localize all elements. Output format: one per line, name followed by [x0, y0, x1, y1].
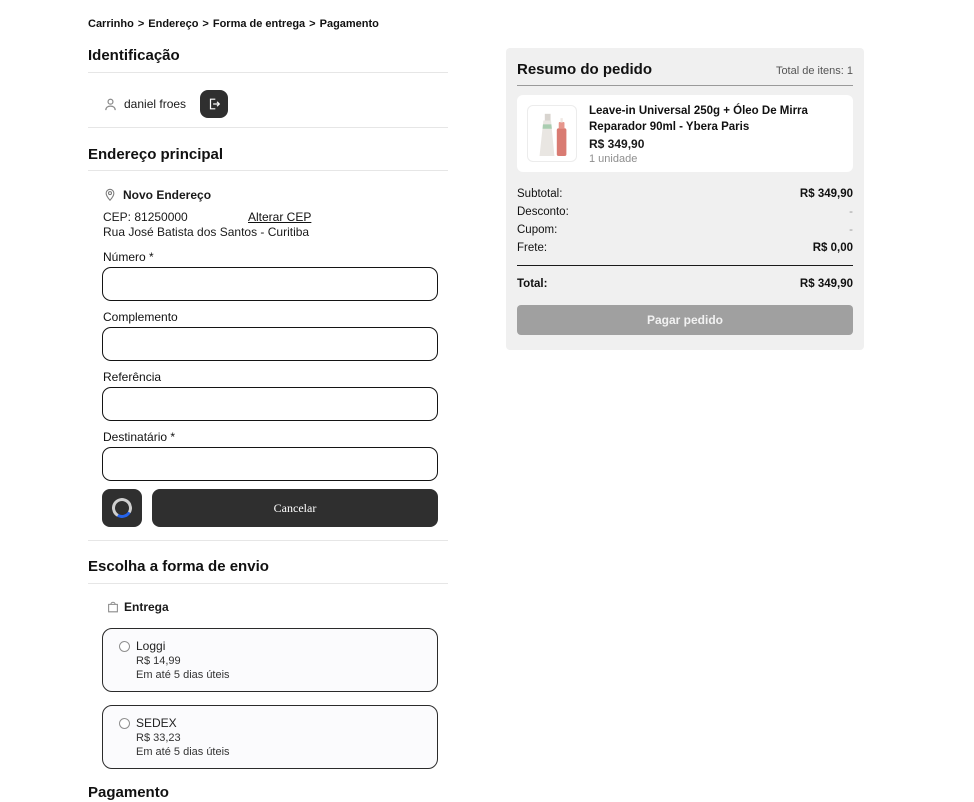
row-label: Subtotal: [517, 188, 563, 200]
pay-order-button[interactable]: Pagar pedido [517, 305, 853, 335]
summary-title: Resumo do pedido [517, 61, 652, 78]
payment-title: Pagamento [88, 784, 169, 801]
breadcrumb-carrinho[interactable]: Carrinho [88, 18, 134, 30]
breadcrumb-endereco[interactable]: Endereço [148, 18, 199, 30]
summary-row-cupom [517, 224, 853, 236]
delivery-group-label: Entrega [124, 600, 169, 614]
divider [88, 170, 448, 171]
numero-input[interactable] [102, 267, 438, 301]
product-card [517, 95, 853, 172]
user-icon [103, 97, 118, 112]
breadcrumb [88, 18, 379, 30]
cep-value: CEP: 81250000 [103, 210, 188, 224]
new-address-row [103, 188, 211, 202]
row-value: - [849, 224, 853, 236]
breadcrumb-pagamento[interactable]: Pagamento [319, 18, 379, 30]
street-line: Rua José Batista dos Santos - Curitiba [103, 225, 310, 239]
user-row [103, 90, 228, 118]
order-summary-panel [506, 48, 864, 350]
cancel-button[interactable]: Cancelar [152, 489, 438, 527]
logout-icon [207, 97, 221, 111]
identification-title: Identificação [88, 47, 180, 64]
row-label: Cupom: [517, 224, 558, 236]
address-title: Endereço principal [88, 146, 224, 163]
product-price: R$ 349,90 [589, 137, 645, 152]
row-value: R$ 349,90 [799, 188, 853, 200]
logout-button[interactable] [200, 90, 228, 118]
complemento-label: Complemento [103, 310, 178, 324]
divider [517, 85, 853, 86]
divider [88, 583, 448, 584]
shipping-name: SEDEX [136, 716, 177, 730]
shipping-eta: Em até 5 dias úteis [136, 746, 230, 758]
shipping-name: Loggi [136, 639, 166, 653]
total-value: R$ 349,90 [799, 278, 853, 290]
shipping-eta: Em até 5 dias úteis [136, 669, 230, 681]
destinatario-input[interactable] [102, 447, 438, 481]
row-label: Frete: [517, 242, 548, 254]
radio-icon[interactable] [119, 718, 130, 729]
divider [88, 540, 448, 541]
breadcrumb-separator: > [309, 18, 316, 30]
shipping-title: Escolha a forma de envio [88, 558, 269, 575]
change-cep-link[interactable]: Alterar CEP [248, 210, 312, 224]
breadcrumb-separator: > [137, 18, 145, 30]
numero-label: Número * [103, 250, 154, 264]
divider [88, 127, 448, 128]
summary-row-total [517, 278, 853, 290]
row-label: Desconto: [517, 206, 569, 218]
product-quantity: 1 unidade [589, 153, 638, 166]
total-items-count: Total de itens: 1 [775, 65, 853, 77]
user-name: daniel froes [124, 97, 187, 111]
spinner-icon [110, 496, 134, 520]
product-name: Leave-in Universal 250g + Óleo De Mirra Reparador 90ml - Ybera Paris [589, 105, 808, 133]
radio-icon[interactable] [119, 641, 130, 652]
product-image [527, 105, 577, 162]
shipping-price: R$ 14,99 [136, 655, 181, 667]
referencia-input[interactable] [102, 387, 438, 421]
shipping-price: R$ 33,23 [136, 732, 181, 744]
cep-row [103, 210, 311, 224]
complemento-input[interactable] [102, 327, 438, 361]
row-value: - [849, 206, 853, 218]
breadcrumb-forma-entrega[interactable]: Forma de entrega [212, 18, 306, 30]
summary-row-desconto [517, 206, 853, 218]
location-pin-icon [103, 188, 117, 202]
summary-row-subtotal [517, 188, 853, 200]
referencia-label: Referência [103, 370, 162, 384]
row-value: R$ 0,00 [812, 242, 853, 254]
divider [88, 72, 448, 73]
breadcrumb-separator: > [202, 18, 209, 30]
total-label: Total: [517, 278, 548, 290]
destinatario-label: Destinatário * [103, 430, 176, 444]
total-divider [517, 265, 853, 266]
bag-icon [106, 600, 120, 614]
shipping-option-sedex[interactable] [102, 705, 438, 769]
delivery-group-row [102, 600, 169, 614]
shipping-option-loggi[interactable] [102, 628, 438, 692]
loading-button[interactable] [102, 489, 142, 527]
summary-row-frete [517, 242, 853, 254]
new-address-label: Novo Endereço [123, 188, 212, 202]
